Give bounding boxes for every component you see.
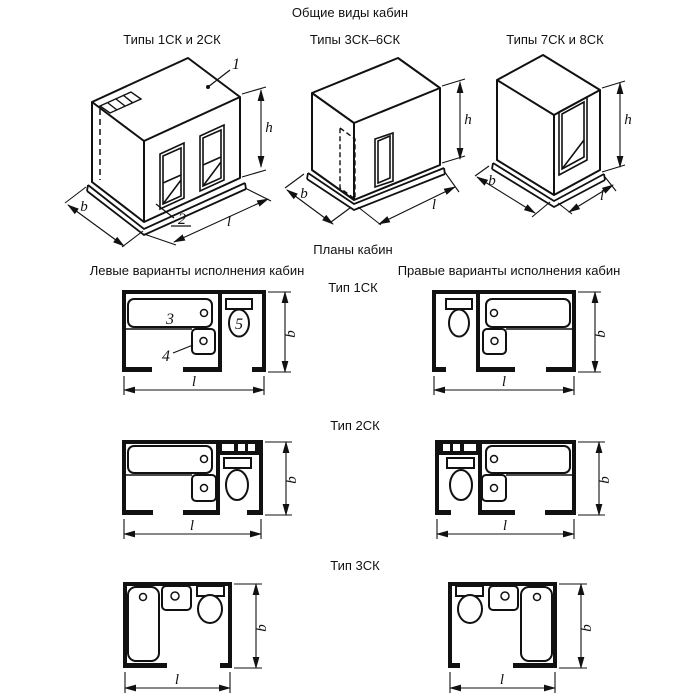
- callout-toilet: 5: [235, 316, 243, 333]
- callout-bathtub: 3: [166, 311, 174, 328]
- cabin-box: [92, 58, 240, 222]
- plan-2sk-left: [120, 438, 300, 543]
- dim-label-l: l: [431, 197, 437, 213]
- plan-3sk-right: [446, 580, 601, 700]
- dim-label-b: b: [579, 624, 595, 632]
- dim-label-b: b: [593, 330, 609, 338]
- base-pallet: [307, 168, 445, 210]
- plan-geometry-mirrored: [448, 582, 557, 668]
- dim-label-h: h: [265, 120, 273, 136]
- cabin-box: [312, 58, 440, 200]
- iso-view-3sk-6sk: [285, 52, 480, 252]
- dim-label-l: l: [226, 214, 232, 230]
- toilet-bowl: [198, 595, 222, 623]
- washbasin-drain: [200, 338, 207, 345]
- base-pallet: [87, 183, 246, 235]
- dim-label-b: b: [254, 624, 270, 632]
- bathtub-drain: [140, 594, 147, 601]
- dim-label-l: l: [189, 518, 195, 534]
- iso-caption-7sk-8sk: Типы 7СК и 8СК: [506, 32, 604, 47]
- door-opening: [375, 133, 393, 187]
- door-opening: [559, 97, 587, 175]
- iso-caption-3sk-6sk: Типы 3СК–6СК: [309, 32, 401, 47]
- dim-label-l: l: [174, 672, 180, 688]
- iso-view-1sk-2sk: [58, 52, 288, 252]
- dim-label-l: l: [501, 374, 507, 390]
- dim-label-b: b: [284, 476, 300, 484]
- dim-label-l: l: [502, 518, 508, 534]
- plan-3sk-left: [121, 580, 276, 700]
- dim-label-l: l: [191, 374, 197, 390]
- callout-washbasin-leader: [173, 345, 193, 353]
- plan-geometry-mirrored: [432, 290, 576, 372]
- left-column-heading: Левые варианты исполнения кабин: [89, 263, 305, 278]
- plan-2sk-right: [433, 438, 613, 543]
- dim-label-h: h: [624, 112, 632, 128]
- plan-1sk-left: [120, 288, 300, 400]
- dim-label-h: h: [464, 112, 472, 128]
- plan-geometry: [123, 582, 232, 668]
- washbasin-drain: [201, 485, 208, 492]
- plan-caption-2sk: Тип 2СК: [330, 418, 380, 433]
- plan-caption-1sk: Тип 1СК: [328, 280, 378, 295]
- callout-base-number: 2: [178, 211, 186, 228]
- right-column-heading: Правые варианты исполнения кабин: [397, 263, 621, 278]
- dim-label-b: b: [300, 186, 308, 202]
- dim-label-b: b: [597, 476, 613, 484]
- iso-caption-1sk-2sk: Типы 1СК и 2СК: [123, 32, 221, 47]
- dim-label-l: l: [499, 672, 505, 688]
- bathtub-drain: [201, 456, 208, 463]
- iso-view-7sk-8sk: [475, 50, 647, 245]
- page-title: Общие виды кабин: [291, 5, 409, 20]
- callout-roof-number: 1: [232, 56, 240, 73]
- toilet-bowl: [226, 470, 248, 500]
- bathtub: [128, 446, 212, 473]
- bathtub-drain: [201, 310, 208, 317]
- plan-1sk-right: [430, 288, 610, 400]
- plan-geometry: [122, 440, 263, 515]
- plan-geometry-mirrored: [435, 440, 576, 515]
- dim-label-l: l: [599, 188, 605, 204]
- toilet-cistern: [226, 299, 252, 309]
- dim-label-b: b: [80, 199, 88, 215]
- toilet-cistern: [224, 458, 251, 468]
- dim-label-b: b: [283, 330, 299, 338]
- washbasin-drain: [171, 592, 179, 600]
- vent-block-slots: [222, 444, 255, 451]
- plans-heading: Планы кабин: [313, 242, 393, 257]
- callout-washbasin: 4: [162, 348, 170, 365]
- dim-label-b: b: [488, 173, 496, 189]
- plan-caption-3sk: Тип 3СК: [330, 558, 380, 573]
- plan-geometry: [122, 290, 266, 372]
- hidden-door-dashed: [340, 128, 355, 199]
